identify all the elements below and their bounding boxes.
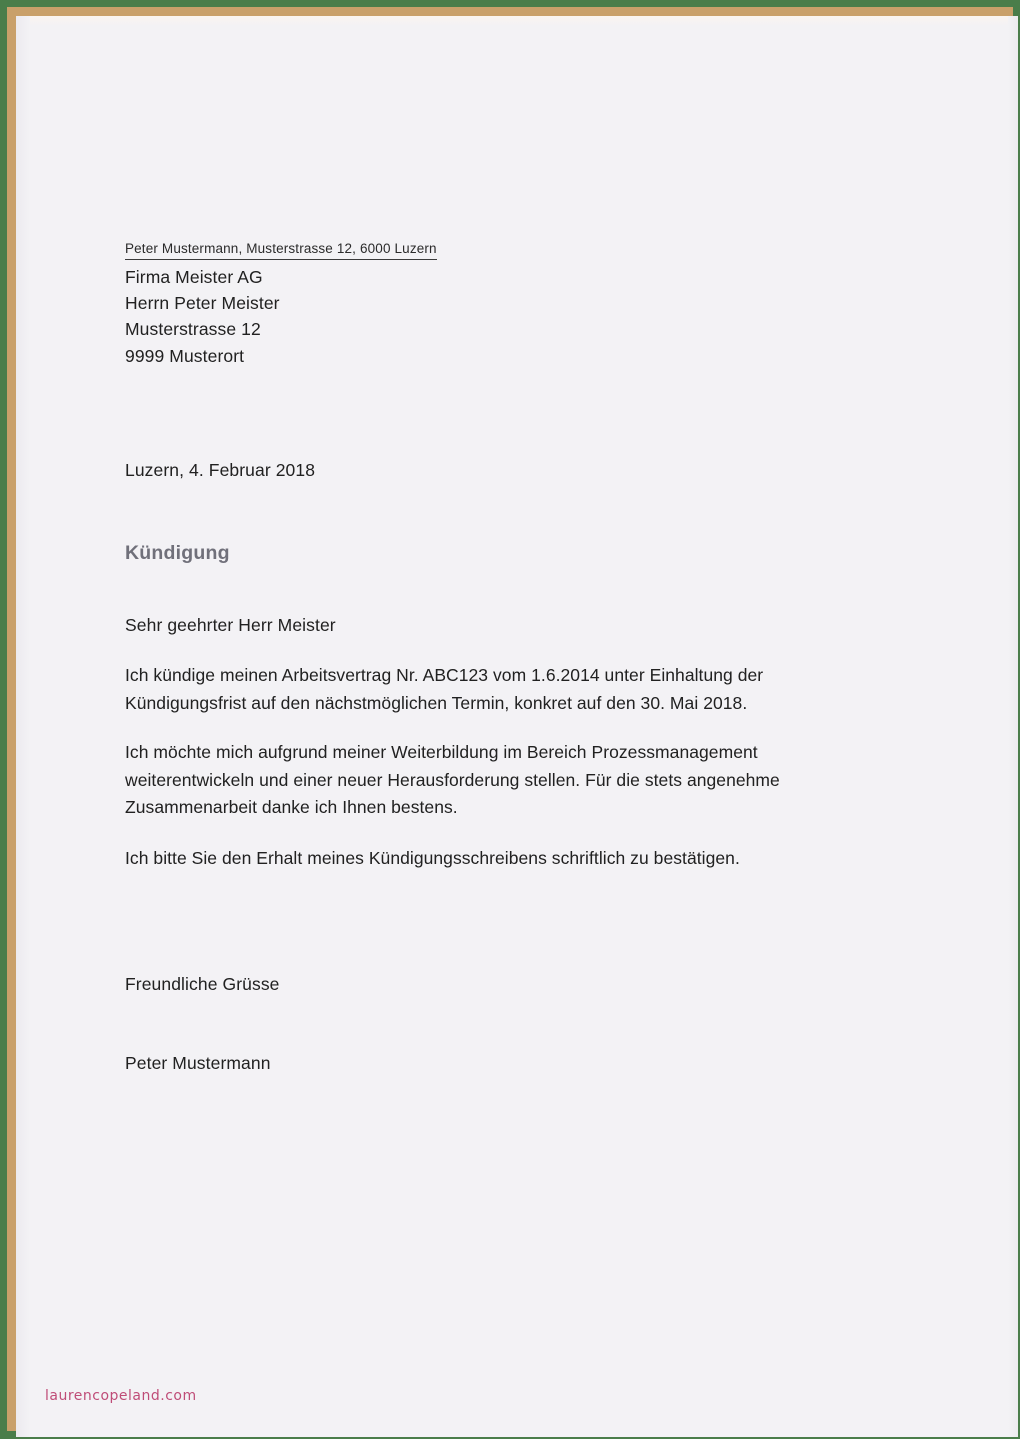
signature-name: Peter Mustermann (125, 1053, 271, 1073)
place-and-date: Luzern, 4. Februar 2018 (125, 460, 316, 480)
closing-greeting: Freundliche Grüsse (125, 974, 280, 994)
page-edge-shading-top (16, 16, 1018, 26)
body-paragraph: Ich kündige meinen Arbeitsvertrag Nr. ABC123 vom 1.6.2014 unter Einhaltung der Kündigungsfrist auf den nächstmöglichen Termin, konkret auf den 30. Mai 2018. (125, 665, 764, 713)
letter-subject-heading: Kündigung (125, 542, 230, 564)
letter-page (16, 16, 1018, 1437)
page-edge-shading-left (16, 16, 30, 1437)
recipient-address-block (125, 264, 280, 369)
sender-return-address: Peter Mustermann, Musterstrasse 12, 6000 Luzern (125, 240, 437, 260)
salutation: Sehr geehrter Herr Meister (125, 615, 336, 635)
recipient-line: Musterstrasse 12 (125, 319, 261, 340)
body-paragraph: Ich bitte Sie den Erhalt meines Kündigungsschreibens schriftlich zu bestätigen. (125, 848, 740, 868)
recipient-line: 9999 Musterort (125, 345, 245, 366)
page-edge-shading-right (1008, 16, 1018, 1437)
recipient-line: Firma Meister AG (125, 267, 263, 287)
recipient-line: Herrn Peter Meister (125, 293, 280, 314)
watermark-url: laurencopeland.com (45, 1388, 197, 1404)
body-paragraph: Ich möchte mich aufgrund meiner Weiterbildung im Bereich Prozessmanagement weiterentwickeln und einer neuer Herausforderung stellen. Für die stets angenehme Zusammenarbeit danke ich Ihnen bestens. (125, 742, 780, 817)
